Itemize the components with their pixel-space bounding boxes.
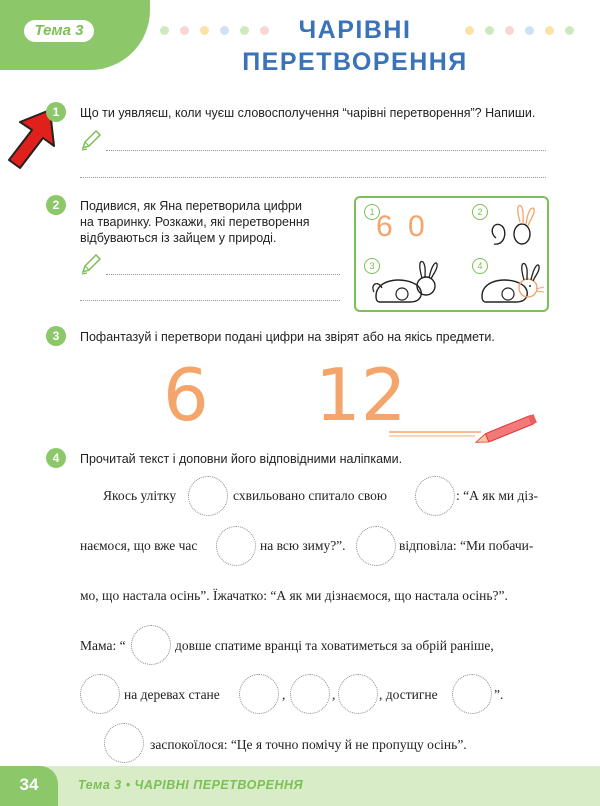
- rabbit-sketch-2-icon: [486, 202, 544, 252]
- story-text: ,: [282, 687, 286, 702]
- title-line-1: ЧАРІВНІ: [298, 16, 412, 44]
- task-number-3: 3: [46, 326, 66, 346]
- task-number-2: 2: [46, 195, 66, 215]
- decorative-dots-right: [465, 26, 574, 35]
- task-2-line-2: на тваринку. Розкажи, які перетворення: [80, 215, 310, 229]
- digit-six: 6: [376, 210, 393, 243]
- story-text: ,: [332, 687, 336, 702]
- panel-number-3: 3: [364, 258, 380, 274]
- task-2-line-3: відбуваються із зайцем у природі.: [80, 231, 277, 245]
- pencil-icon: [80, 129, 102, 151]
- panel-number-1: 1: [364, 204, 380, 220]
- task-2-text: [80, 198, 310, 246]
- sticker-slot[interactable]: [188, 476, 228, 516]
- story-text: Якось улітку: [103, 488, 177, 503]
- story-text: відповіла: “Ми побачи-: [399, 538, 534, 553]
- story-text: мо, що настала осінь”. Їжачатко: “А як ми дізнаємося, що настала осінь?”.: [80, 588, 508, 603]
- task-number-4: 4: [46, 448, 66, 468]
- pencil-icon: [80, 253, 102, 275]
- sticker-slot[interactable]: [80, 674, 120, 714]
- story-text: ”.: [494, 687, 504, 702]
- footer-title: Тема 3 • ЧАРІВНІ ПЕРЕТВОРЕННЯ: [78, 778, 304, 792]
- rabbit-sketch-4-icon: [472, 256, 548, 308]
- task-4-text: Прочитай текст і доповни його відповідними наліпками.: [80, 452, 403, 466]
- task-3-text: Пофантазуй і перетвори подані цифри на звірят або на якісь предмети.: [80, 330, 495, 344]
- sticker-slot[interactable]: [290, 674, 330, 714]
- theme-label: Тема 3: [24, 20, 94, 42]
- sticker-slot[interactable]: [239, 674, 279, 714]
- story-text: заспокоїлося: “Це я точно помічу й не пропущу осінь”.: [150, 737, 467, 752]
- answer-line[interactable]: [80, 177, 546, 178]
- story-text: схвильовано спитало свою: [233, 488, 387, 503]
- sticker-slot[interactable]: [131, 625, 171, 665]
- sticker-slot[interactable]: [104, 723, 144, 763]
- answer-line[interactable]: [106, 150, 546, 151]
- task-2-line-1: Подивися, як Яна перетворила цифри: [80, 199, 302, 213]
- story-text: наємося, що вже час: [80, 538, 198, 553]
- sticker-slot[interactable]: [356, 526, 396, 566]
- story-text: довше спатиме вранці та ховатиметься за обрій раніше,: [175, 638, 494, 653]
- page-number: 34: [0, 766, 58, 806]
- story-text: Мама: “: [80, 638, 126, 653]
- rabbit-illustration-panel: [354, 196, 549, 312]
- red-pencil-icon: [385, 410, 545, 444]
- story-text: : “А як ми діз-: [456, 488, 538, 503]
- digit-six-large: 6: [163, 353, 209, 437]
- task-1-text: Що ти уявляєш, коли чуєш словосполучення “чарівні перетворення”? Напиши.: [80, 106, 536, 120]
- story-text: на всю зиму?”.: [260, 538, 346, 553]
- page-title: [230, 14, 480, 78]
- title-line-2: ПЕРЕТВОРЕННЯ: [242, 48, 468, 76]
- task-number-1: 1: [46, 102, 66, 122]
- story-text: на деревах стане: [124, 687, 220, 702]
- sticker-slot[interactable]: [415, 476, 455, 516]
- sticker-slot[interactable]: [338, 674, 378, 714]
- sticker-slot[interactable]: [452, 674, 492, 714]
- story-text: , достигне: [379, 687, 438, 702]
- digit-twelve-large: 12: [315, 353, 407, 437]
- answer-line[interactable]: [80, 300, 340, 301]
- answer-line[interactable]: [106, 274, 340, 275]
- rabbit-sketch-3-icon: [366, 256, 450, 308]
- sticker-slot[interactable]: [216, 526, 256, 566]
- digit-zero: 0: [408, 210, 425, 243]
- panel-number-2: 2: [472, 204, 488, 220]
- panel-number-4: 4: [472, 258, 488, 274]
